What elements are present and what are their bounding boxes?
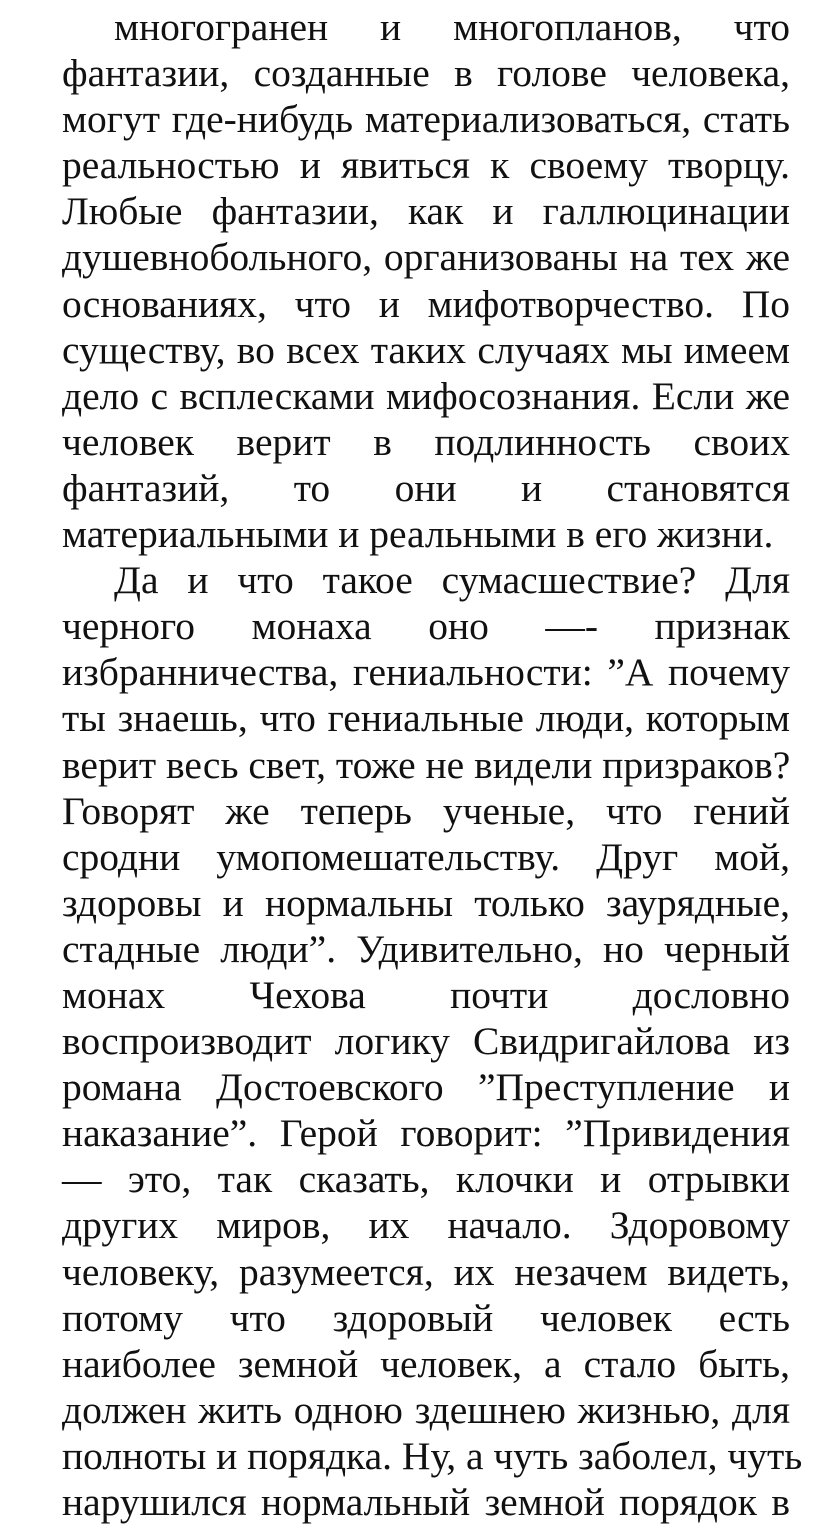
text-line: Говорят же теперь ученые, что гений xyxy=(62,788,790,833)
text-line: фантазий, то они и становятся xyxy=(62,465,790,510)
text-line: дело с всплесками мифосознания. Если же xyxy=(62,373,790,418)
text-line: фантазии, созданные в голове человека, xyxy=(62,51,790,96)
text-line: человеку, разумеется, их незачем видеть, xyxy=(62,1249,790,1294)
text-line: многогранен и многопланов, что xyxy=(114,5,790,49)
text-line: материальными и реальными в его жизни. xyxy=(62,512,774,557)
text-line: основаниях, что и мифотворчество. По xyxy=(62,281,790,326)
text-line: ты знаешь, что гениальные люди, которым xyxy=(62,696,790,741)
text-line: должен жить одною здешнею жизнью, для xyxy=(62,1387,790,1432)
text-line: Любые фантазии, как и галлюцинации xyxy=(62,189,790,234)
text-line: наиболее земной человек, а стало быть, xyxy=(62,1341,790,1386)
text-line: романа Достоевского ”Преступление и xyxy=(62,1065,790,1110)
text-line: могут где-нибудь материализоваться, стать xyxy=(62,97,790,142)
text-line: человек верит в подлинность своих xyxy=(62,419,790,464)
text-line: полноты и порядка. Ну, а чуть заболел, чуть xyxy=(62,1433,803,1478)
text-line: верит весь свет, тоже не видели призраков? xyxy=(62,742,791,787)
text-line: избранничества, гениальности: ”А почему xyxy=(62,650,790,695)
text-line: стадные люди”. Удивительно, но черный xyxy=(62,926,790,971)
text-line: монах Чехова почти дословно xyxy=(62,972,790,1017)
text-line: сродни умопомешательству. Друг мой, xyxy=(62,834,790,879)
text-line: наказание”. Герой говорит: ”Привидения xyxy=(62,1111,790,1156)
document-page xyxy=(62,4,803,1525)
text-line: воспроизводит логику Свидригайлова из xyxy=(62,1019,790,1064)
text-line: других миров, их начало. Здоровому xyxy=(62,1203,790,1248)
text-line: реальностью и явиться к своему творцу. xyxy=(62,143,790,188)
text-line: — это, так сказать, клочки и отрывки xyxy=(62,1157,790,1202)
text-line: Да и что такое сумасшествие? Для xyxy=(114,558,790,603)
text-line: душевнобольного, организованы на тех же xyxy=(62,235,790,280)
text-line: здоровы и нормальны только заурядные, xyxy=(62,880,790,925)
text-line: черного монаха оно —- признак xyxy=(62,604,790,649)
text-line: потому что здоровый человек есть xyxy=(62,1295,790,1340)
text-line: нарушился нормальный земной порядок в xyxy=(62,1480,790,1524)
text-line: существу, во всех таких случаях мы имеем xyxy=(62,327,790,372)
